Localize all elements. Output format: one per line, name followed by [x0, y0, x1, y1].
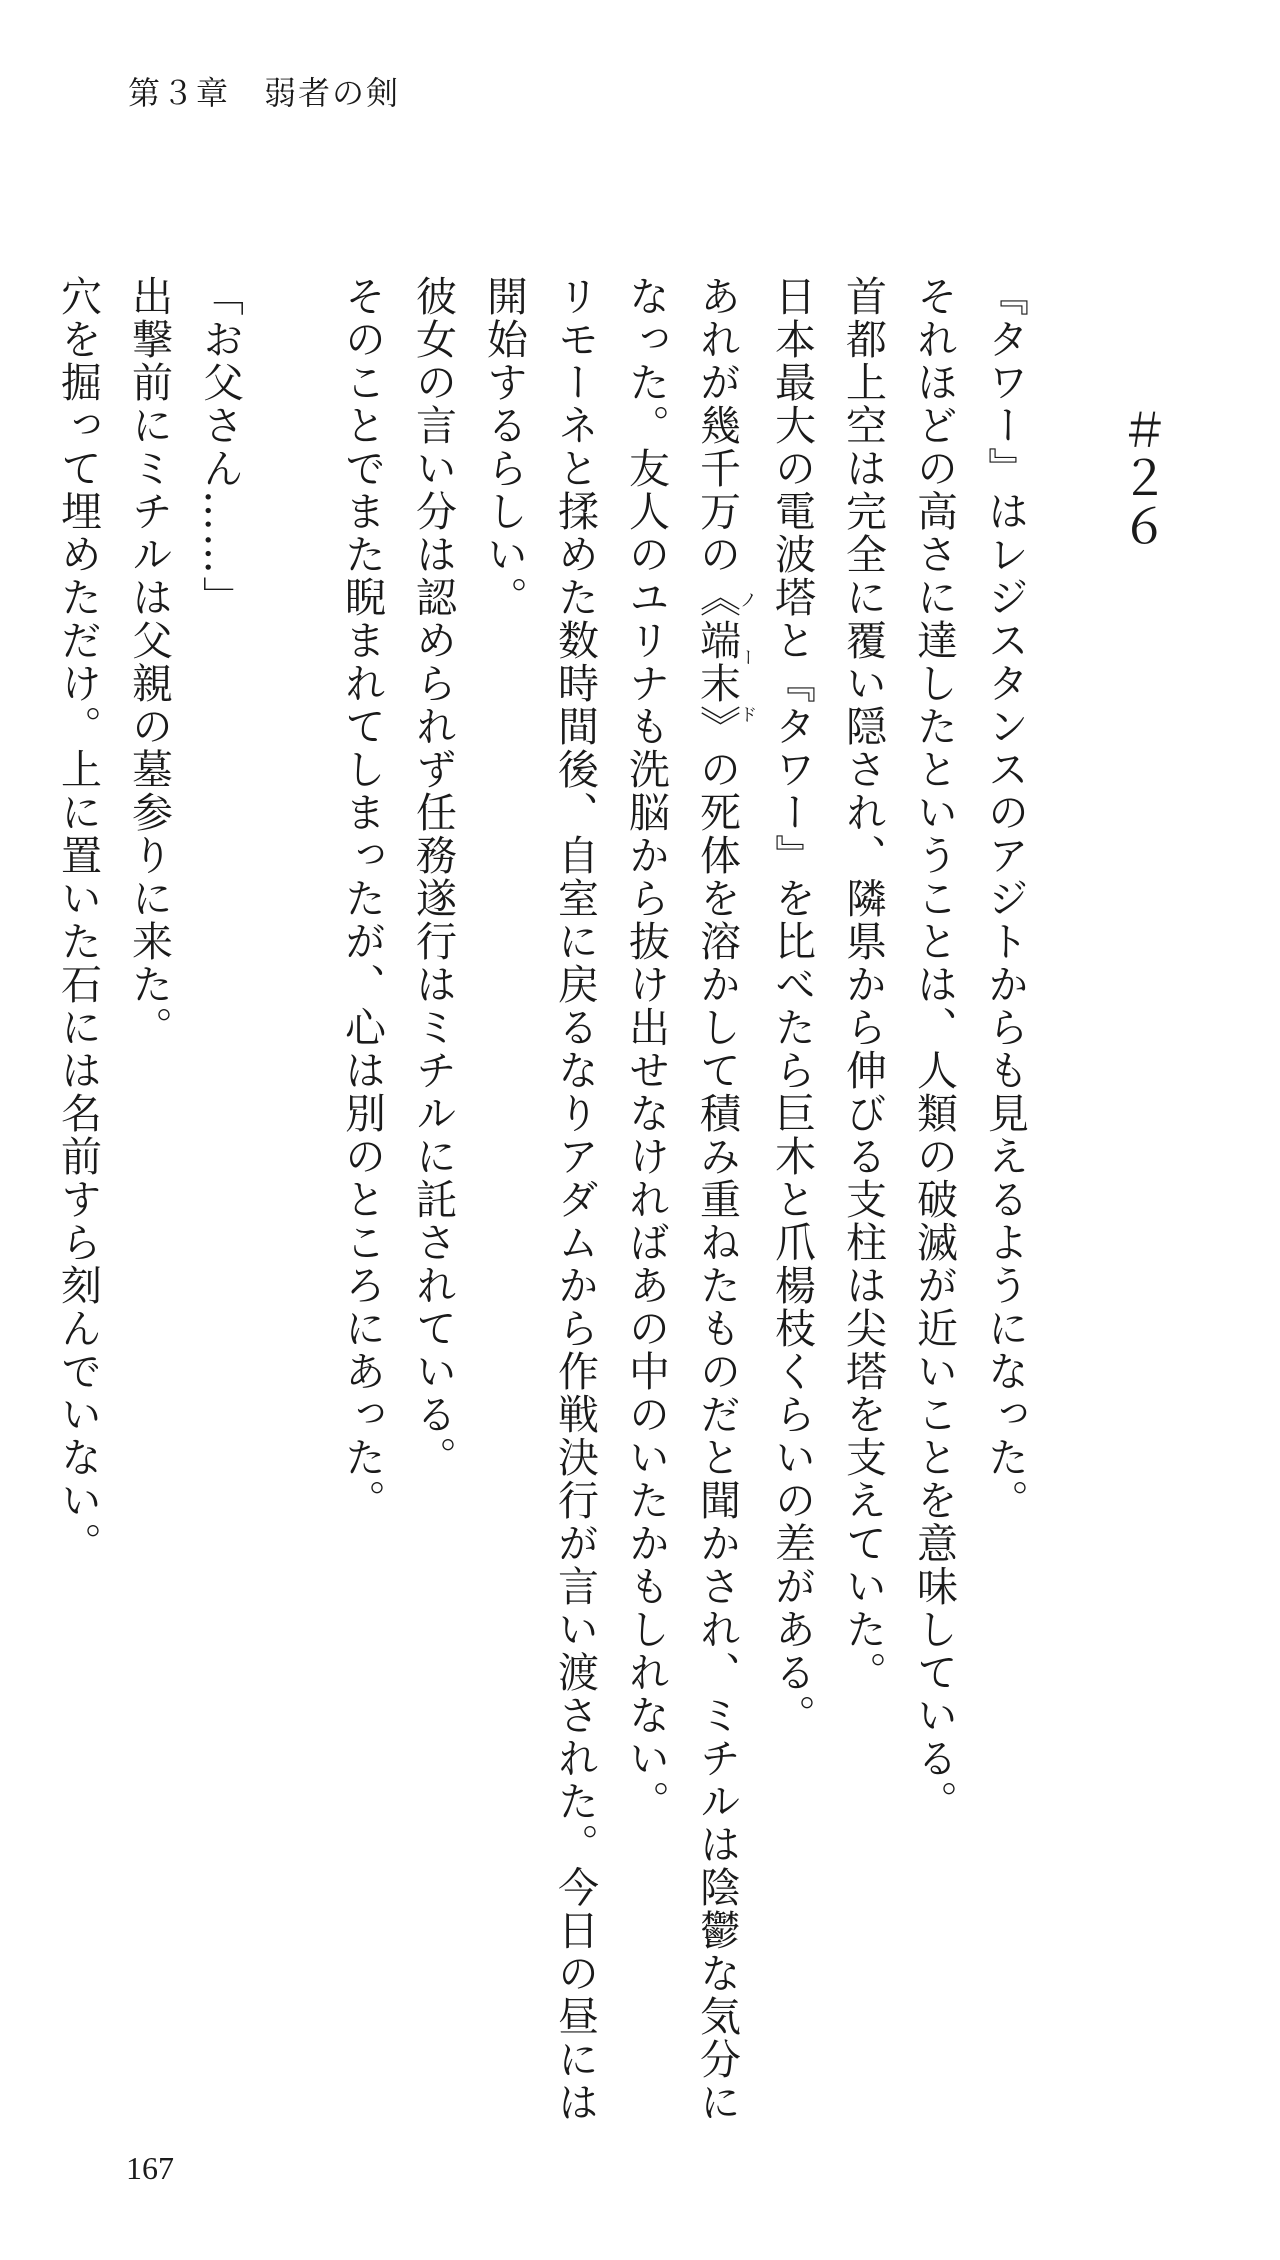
text-line: 彼女の言い分は認められず任務遂行はミチルに託されている。 [409, 275, 457, 1479]
text-line: 開始するらしい。 [480, 275, 528, 619]
body-text [54, 275, 1040, 2124]
text-line: そのことでまた睨まれてしまったが、心は別のところにあった。 [338, 275, 386, 1522]
text-line [681, 275, 758, 2124]
text-line-end: の死体を溶かして積み重ねたものだと聞かされ、ミチルは陰鬱な気分に [693, 748, 741, 2124]
ruby-annotation [693, 576, 758, 748]
running-header: 第３章 弱者の剣 [128, 74, 401, 112]
text-line-start: あれが幾千万の [693, 275, 741, 576]
text-line: 「お父さん……」 [196, 275, 244, 619]
text-line: リモーネと揉めた数時間後、自室に戻るなりアダムから作戦決行が言い渡された。今日の昼には [551, 275, 599, 2124]
ruby-base: 《端末》 [693, 576, 741, 748]
text-line: 出撃前にミチルは父親の墓参りに来た。 [125, 275, 173, 1049]
text-line: なった。友人のユリナも洗脳から抜け出せなければあの中のいたかもしれない。 [622, 275, 670, 1823]
page-number: 167 [126, 2150, 174, 2186]
text-line: 首都上空は完全に覆い隠され、隣県から伸びる支柱は尖塔を支えていた。 [839, 275, 887, 1694]
text-line: 穴を掘って埋めただけ。上に置いた石には名前すら刻んでいない。 [54, 275, 102, 1565]
text-line: 『タワー』はレジスタンスのアジトからも見えるようになった。 [981, 275, 1029, 1522]
ruby-reading: ノード [736, 576, 758, 748]
chapter-heading: ＃２６ [1112, 405, 1168, 549]
text-line: それほどの高さに達したということは、人類の破滅が近いことを意味している。 [910, 275, 958, 1823]
text-line: 日本最大の電波塔と『タワー』を比べたら巨木と爪楊枝くらいの差がある。 [768, 275, 816, 1737]
